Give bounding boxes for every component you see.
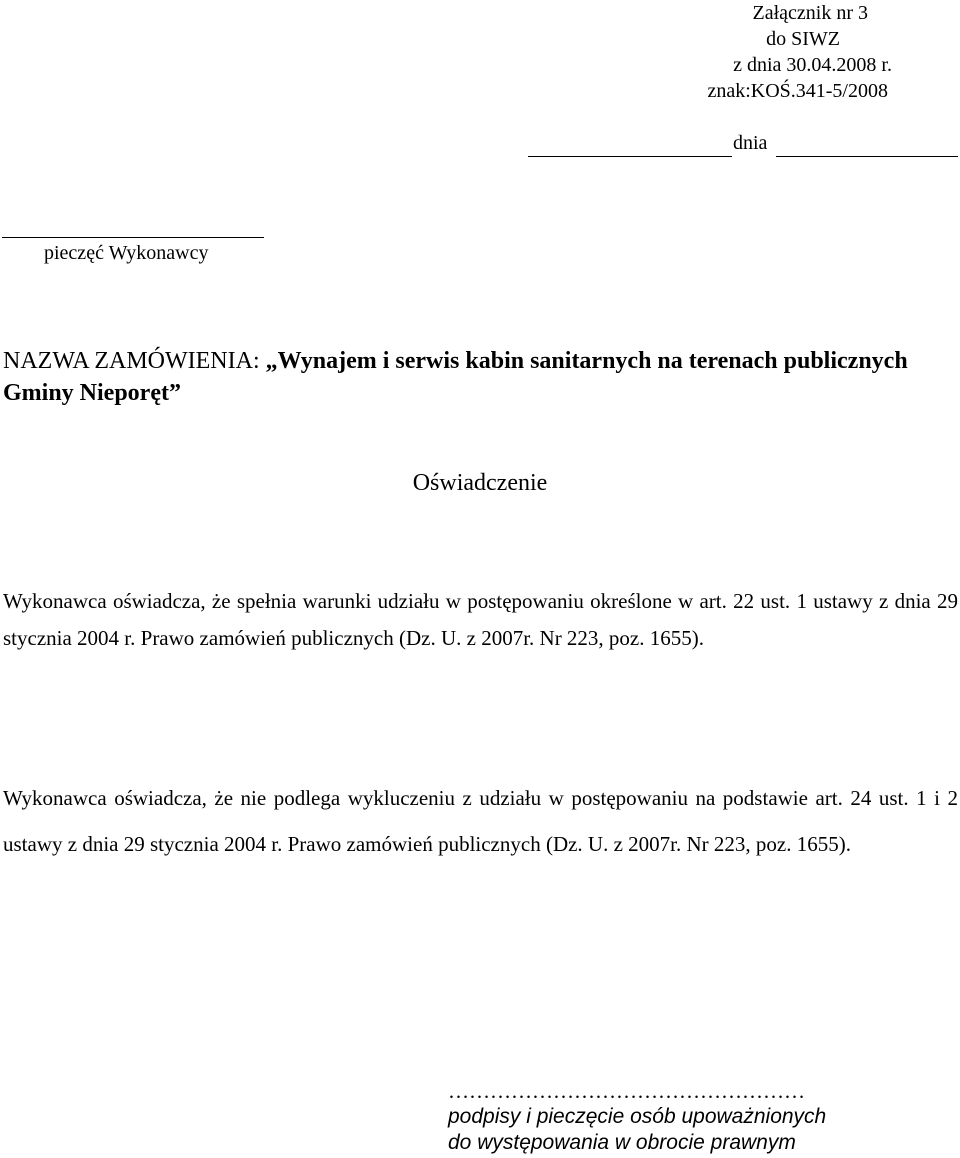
date-field bbox=[528, 132, 958, 158]
order-name bbox=[3, 345, 953, 409]
stamp-label: pieczęć Wykonawcy bbox=[44, 242, 209, 264]
order-label: NAZWA ZAMÓWIENIA: bbox=[3, 348, 266, 374]
signature-caption-line2: do występowania w obrocie prawnym bbox=[448, 1131, 796, 1154]
date-blank-right bbox=[776, 156, 958, 157]
document-heading: Oświadczenie bbox=[412, 470, 548, 496]
statement-conditions: Wykonawca oświadcza, że spełnia warunki udziału w postępowaniu określone w art. 22 ust. 1 ustawy z dnia 29 stycznia 2004 r. Prawo zamówień publicznych (Dz. U. z 2007r. Nr 223, poz. 1655). bbox=[3, 589, 958, 650]
signature-block bbox=[448, 1078, 868, 1156]
annex-reference: do SIWZ bbox=[766, 28, 840, 50]
statement-exclusion: Wykonawca oświadcza, że nie podlega wykluczeniu z udziału w postępowaniu na podstawie art. 24 ust. 1 i 2 ustawy z dnia 29 stycznia 2004 r. Prawo zamówień publicznych (Dz. U. z 2007r. Nr 223, poz. 1655). bbox=[3, 786, 958, 856]
annex-case-number: znak:KOŚ.341-5/2008 bbox=[707, 80, 888, 102]
signature-dots: …………………………………………… bbox=[448, 1079, 805, 1103]
date-blank-left bbox=[528, 156, 732, 157]
stamp-blank-line bbox=[2, 237, 264, 238]
annex-date: z dnia 30.04.2008 r. bbox=[733, 54, 892, 76]
date-label: dnia bbox=[733, 132, 768, 154]
annex-number: Załącznik nr 3 bbox=[752, 2, 868, 24]
annex-block bbox=[640, 0, 920, 104]
order-title: „Wynajem i serwis kabin sanitarnych na terenach publicznych Gminy Nieporęt” bbox=[3, 348, 908, 406]
signature-caption-line1: podpisy i pieczęcie osób upoważnionych bbox=[448, 1105, 827, 1128]
